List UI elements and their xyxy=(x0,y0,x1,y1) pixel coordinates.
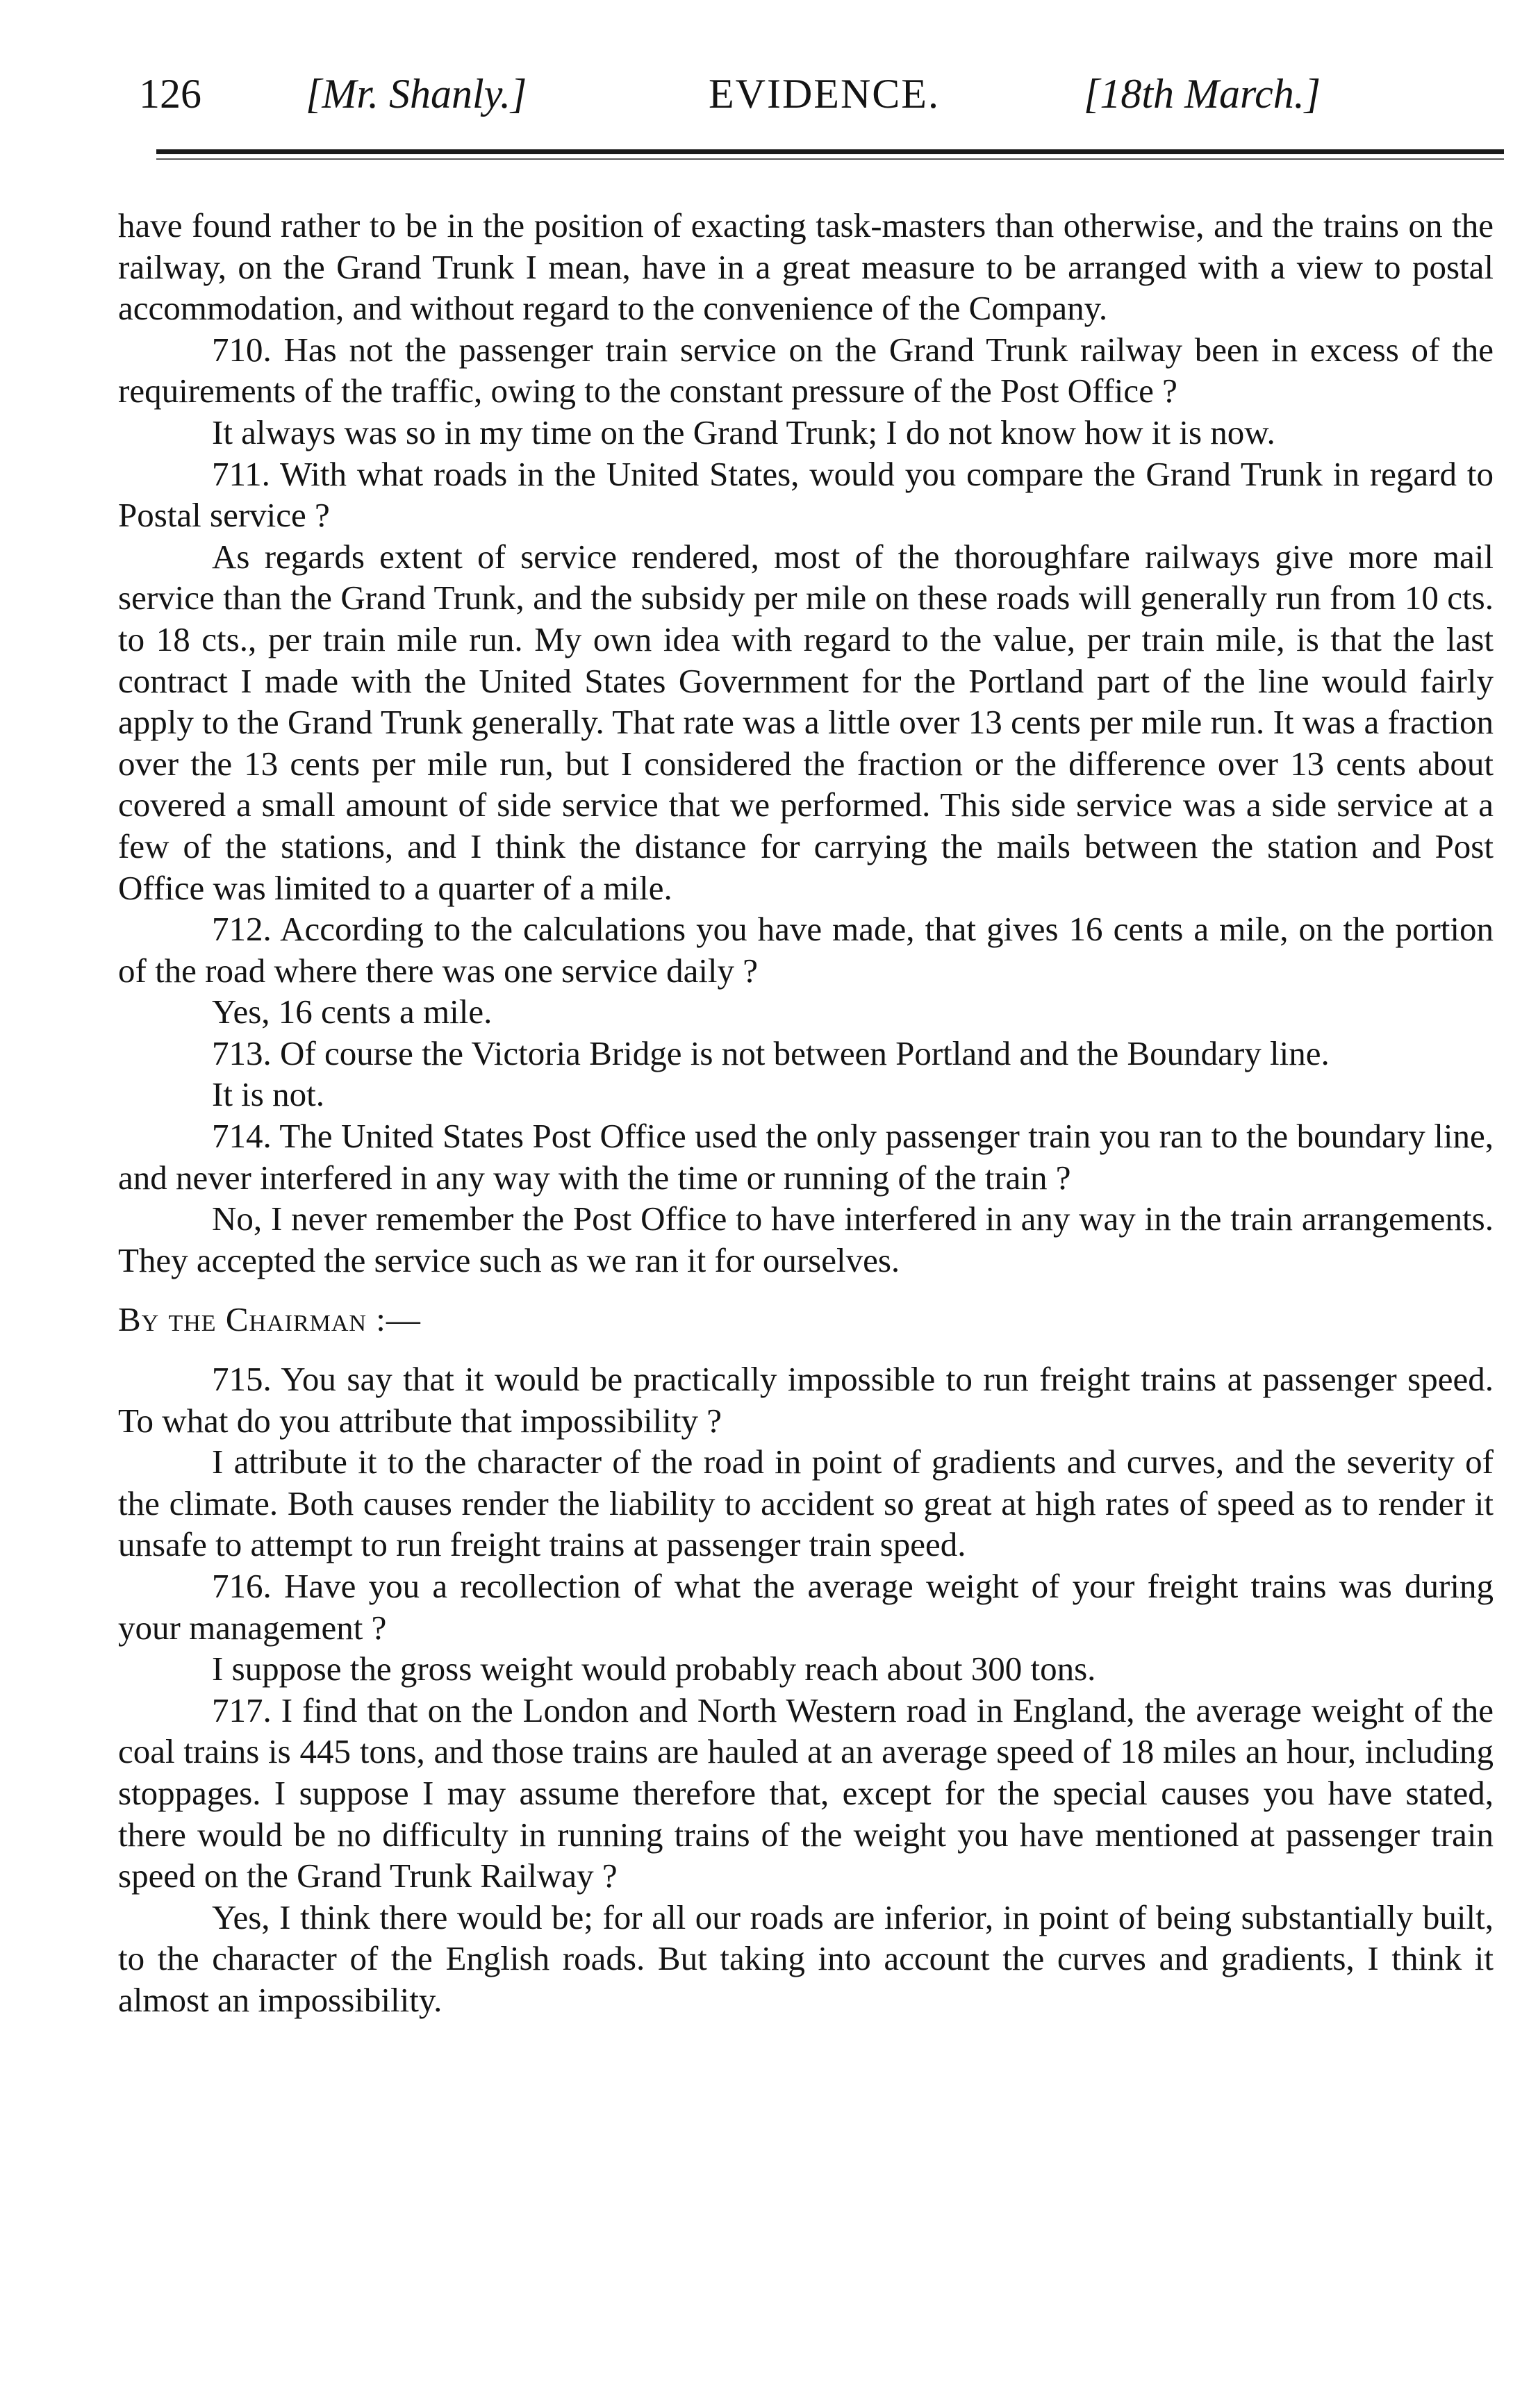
question-710: 710. Has not the passenger train service on the Grand Trunk railway been in excess of the requirements of the traffic, owing to the constant pressure of the Post Office ? xyxy=(118,330,1494,410)
paragraph-continuation: have found rather to be in the position of exacting task-masters than otherwise, and the trains on the railway, on the Grand Trunk I mean, have in a great measure to be arranged with a view to postal accommodation, and without regard to the convenience of the Company. xyxy=(118,206,1494,328)
answer-716: I suppose the gross weight would probably reach about 300 tons. xyxy=(212,1650,1096,1688)
answer-711: As regards extent of service rendered, most of the thoroughfare railways give more mail service than the Grand Trunk, and the subsidy per mile on these roads will generally run from 10 cts. to 18 cts., per train mile run. My own idea with regard to the value, per train mile, is that the last contract I made with the United States Government for the Portland part of the line would fairly apply to the Grand Trunk generally. That rate was a little over 13 cents per mile run. It was a fraction over the 13 cents per mile run, but I considered the fraction or the difference over 13 cents about covered a small amount of side service that we performed. This side service was a side service at a few of the stations, and I think the distance for carrying the mails between the station and Post Office was limited to a quarter of a mile. xyxy=(118,537,1494,907)
header-date: [18th March.] xyxy=(1084,71,1321,117)
answer-712: Yes, 16 cents a mile. xyxy=(212,993,493,1031)
header-rule xyxy=(156,149,1504,154)
answer-714: No, I never remember the Post Office to have interfered in any way in the train arrangements. They accepted the service such as we ran it for ourselves. xyxy=(118,1199,1494,1279)
page-number: 126 xyxy=(139,71,201,117)
question-711: 711. With what roads in the United States, would you compare the Grand Trunk in regard to Postal service ? xyxy=(118,454,1494,535)
question-715: 715. You say that it would be practically impossible to run freight trains at passenger speed. To what do you attribute that impossibility ? xyxy=(118,1360,1494,1440)
answer-713: It is not. xyxy=(212,1075,324,1114)
question-713: 713. Of course the Victoria Bridge is not between Portland and the Boundary line. xyxy=(212,1033,1330,1072)
evidence-text xyxy=(118,205,1494,2021)
question-714: 714. The United States Post Office used the only passenger train you ran to the boundary line, and never interfered in any way with the time or running of the train ? xyxy=(118,1117,1494,1197)
answer-710: It always was so in my time on the Grand Trunk; I do not know how it is now. xyxy=(212,413,1275,451)
running-header xyxy=(139,56,1410,132)
answer-715: I attribute it to the character of the road in point of gradients and curves, and the severity of the climate. Both causes render the liability to accident so great at high rates of speed as to render it unsafe to attempt to run freight trains at passenger train speed. xyxy=(118,1443,1494,1564)
question-716: 716. Have you a recollection of what the average weight of your freight trains was during your management ? xyxy=(118,1567,1494,1647)
question-712: 712. According to the calculations you have made, that gives 16 cents a mile, on the portion of the road where there was one service daily ? xyxy=(118,910,1494,990)
speaker-heading: By the Chairman :— xyxy=(118,1300,421,1339)
header-rule-thin xyxy=(156,158,1504,160)
answer-717: Yes, I think there would be; for all our roads are inferior, in point of being substantially built, to the character of the English roads. But taking into account the curves and gradients, I think it almost an impossibility. xyxy=(118,1898,1494,2019)
question-717: 717. I find that on the London and North Western road in England, the average weight of the coal trains is 445 tons, and those trains are hauled at an average speed of 18 miles an hour, including stoppages. I suppose I may assume therefore that, except for the special causes you have stated, there would be no difficulty in running trains of the weight you have mentioned at passenger train speed on the Grand Trunk Railway ? xyxy=(118,1691,1494,1895)
page-title: EVIDENCE. xyxy=(709,71,940,117)
witness-name: [Mr. Shanly.] xyxy=(306,71,527,117)
